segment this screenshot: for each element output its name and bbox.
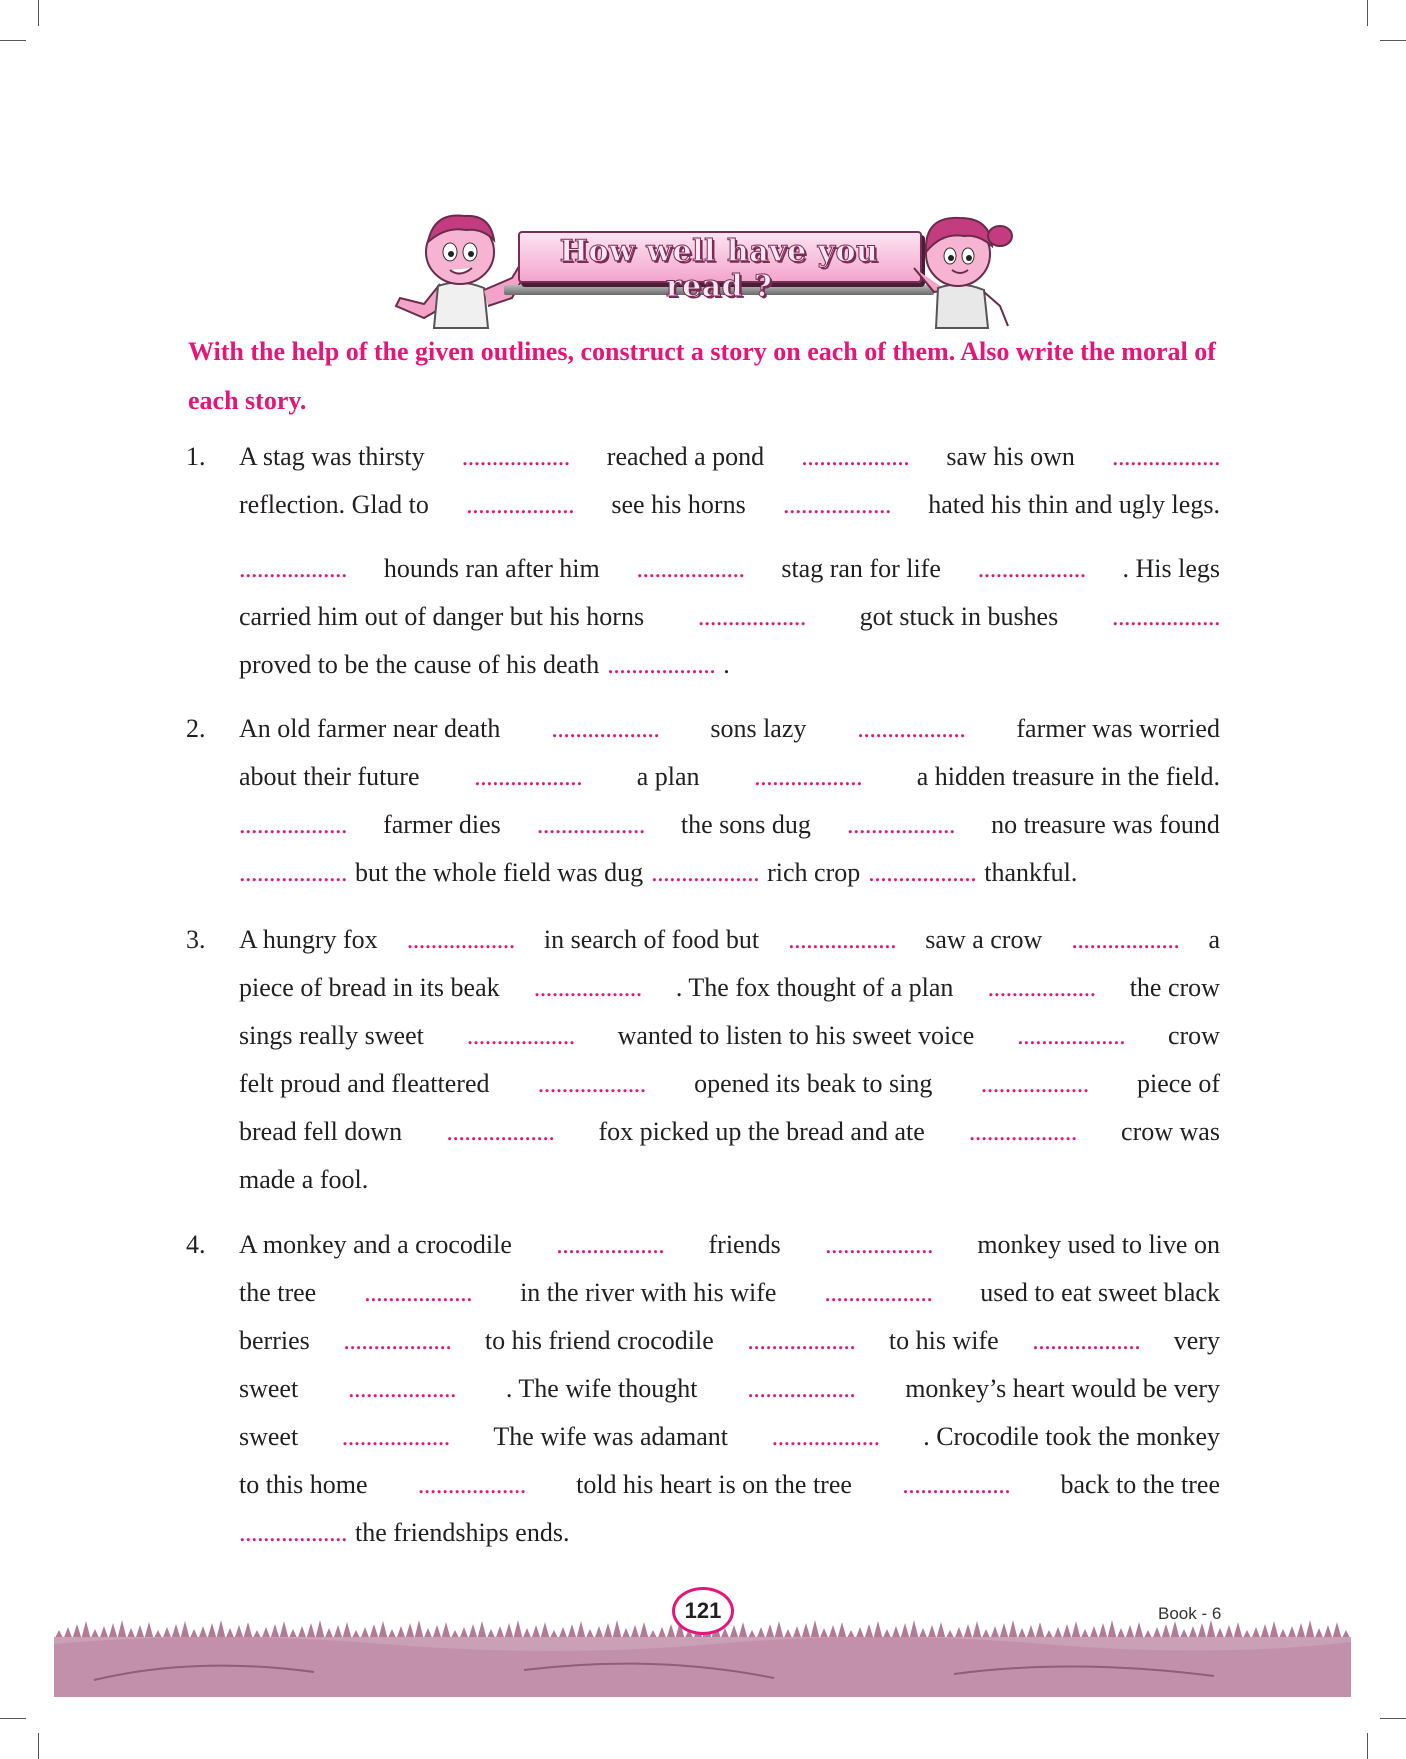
question-number: 4. bbox=[186, 1230, 206, 1259]
outline-text: . The wife thought bbox=[505, 1374, 698, 1403]
story-outline-line bbox=[239, 1326, 1220, 1356]
outline-text: no treasure was found bbox=[991, 810, 1220, 839]
outline-text: monkey’s heart would be very bbox=[905, 1374, 1220, 1403]
outline-text: made a fool. bbox=[239, 1165, 369, 1194]
outline-text: the friendships ends. bbox=[355, 1518, 570, 1547]
outline-text: saw his own bbox=[946, 442, 1075, 471]
crop-mark bbox=[38, 0, 39, 26]
story-outline-line bbox=[239, 1374, 1220, 1404]
crop-mark bbox=[1380, 40, 1406, 41]
blank-dots: .................. bbox=[348, 1374, 457, 1403]
blank-dots: .................. bbox=[556, 1230, 665, 1259]
blank-dots: .................. bbox=[902, 1470, 1011, 1499]
outline-text: piece of bbox=[1136, 1069, 1220, 1098]
story-outline-line bbox=[239, 1230, 1220, 1260]
crop-mark bbox=[0, 40, 26, 41]
story-outline-line bbox=[239, 554, 1220, 584]
story-outline-line bbox=[239, 762, 1220, 792]
story-outline-line bbox=[239, 1278, 1220, 1308]
outline-text: to his wife bbox=[888, 1326, 999, 1355]
outline-text: sweet bbox=[239, 1374, 299, 1403]
blank-dots: .................. bbox=[980, 1069, 1089, 1098]
blank-dots: .................. bbox=[551, 714, 660, 743]
crop-mark bbox=[1367, 0, 1368, 26]
story-outline-line bbox=[239, 490, 1220, 520]
outline-text: berries bbox=[239, 1326, 310, 1355]
story-outline-line bbox=[239, 1069, 1220, 1099]
outline-text: A hungry fox bbox=[239, 925, 378, 954]
outline-text: a hidden treasure in the field. bbox=[916, 762, 1220, 791]
outline-text: the sons dug bbox=[680, 810, 811, 839]
outline-text: a bbox=[1208, 925, 1220, 954]
blank-dots: .................. bbox=[697, 602, 806, 631]
outline-text: crow was bbox=[1121, 1117, 1220, 1146]
outline-text: sons lazy bbox=[710, 714, 807, 743]
story-outline-line bbox=[239, 1422, 1220, 1452]
story-outline-line bbox=[239, 1518, 1220, 1548]
story-outline-line bbox=[239, 1021, 1220, 1051]
outline-text: hounds ran after him bbox=[383, 554, 600, 583]
blank-dots: .................. bbox=[857, 714, 966, 743]
outline-text: sings really sweet bbox=[239, 1021, 424, 1050]
outline-text: to his friend crocodile bbox=[484, 1326, 714, 1355]
blank-dots: .................. bbox=[364, 1278, 473, 1307]
question-number: 3. bbox=[186, 925, 206, 954]
blank-dots: .................. bbox=[607, 650, 716, 679]
blank-dots: .................. bbox=[239, 810, 347, 839]
blank-dots: .................. bbox=[868, 858, 977, 887]
story-outline-line bbox=[239, 714, 1220, 744]
outline-text: thankful. bbox=[984, 858, 1078, 887]
outline-text: proved to be the cause of his death bbox=[239, 650, 600, 679]
blank-dots: .................. bbox=[987, 973, 1096, 1002]
blank-dots: .................. bbox=[977, 554, 1086, 583]
outline-text: monkey used to live on bbox=[977, 1230, 1220, 1259]
outline-text: farmer was worried bbox=[1016, 714, 1220, 743]
outline-text: sweet bbox=[239, 1422, 299, 1451]
outline-text: see his horns bbox=[611, 490, 746, 519]
blank-dots: .................. bbox=[239, 858, 347, 887]
outline-text: A stag was thirsty bbox=[239, 442, 425, 471]
outline-text: very bbox=[1173, 1326, 1220, 1355]
outline-text: rich crop bbox=[767, 858, 861, 887]
blank-dots: .................. bbox=[1032, 1326, 1141, 1355]
story-outline-line bbox=[239, 1117, 1220, 1147]
instruction-text: With the help of the given outlines, construct a story on each of them. Also write the moral of each story. bbox=[188, 337, 1216, 415]
blank-dots: .................. bbox=[446, 1117, 555, 1146]
blank-dots: .................. bbox=[1112, 442, 1220, 471]
question-number: 1. bbox=[186, 442, 206, 471]
section-banner bbox=[394, 206, 1016, 336]
blank-dots: .................. bbox=[968, 1117, 1077, 1146]
blank-dots: .................. bbox=[1111, 602, 1220, 631]
blank-dots: .................. bbox=[466, 1021, 575, 1050]
outline-text: crow bbox=[1167, 1021, 1220, 1050]
outline-text: got stuck in bushes bbox=[859, 602, 1059, 631]
blank-dots: .................. bbox=[846, 810, 955, 839]
outline-text: friends bbox=[708, 1230, 781, 1259]
blank-dots: .................. bbox=[754, 762, 863, 791]
blank-dots: .................. bbox=[536, 810, 645, 839]
outline-text: reached a pond bbox=[606, 442, 765, 471]
blank-dots: .................. bbox=[801, 442, 910, 471]
blank-dots: .................. bbox=[825, 1230, 934, 1259]
girl-cartoon-icon bbox=[908, 206, 1016, 334]
story-outline-line bbox=[239, 650, 1220, 680]
question-number: 2. bbox=[186, 714, 206, 743]
blank-dots: .................. bbox=[782, 490, 891, 519]
blank-dots: .................. bbox=[406, 925, 515, 954]
book-label: Book - 6 bbox=[1158, 1604, 1222, 1623]
outline-text: in search of food but bbox=[543, 925, 760, 954]
outline-text: a plan bbox=[636, 762, 700, 791]
outline-text: about their future bbox=[239, 762, 420, 791]
outline-text: used to eat sweet black bbox=[980, 1278, 1220, 1307]
story-outline-line bbox=[239, 602, 1220, 632]
outline-text: the crow bbox=[1129, 973, 1220, 1002]
blank-dots: .................. bbox=[461, 442, 570, 471]
crop-mark bbox=[1380, 1718, 1406, 1719]
outline-text: An old farmer near death bbox=[239, 714, 501, 743]
blank-dots: .................. bbox=[466, 490, 575, 519]
blank-dots: .................. bbox=[651, 858, 760, 887]
outline-text: to this home bbox=[239, 1470, 368, 1499]
outline-text: fox picked up the bread and ate bbox=[598, 1117, 925, 1146]
outline-text: . The fox thought of a plan bbox=[675, 973, 954, 1002]
outline-text: A monkey and a crocodile bbox=[239, 1230, 512, 1259]
story-outline-line bbox=[239, 1165, 1220, 1195]
blank-dots: .................. bbox=[239, 554, 347, 583]
blank-dots: .................. bbox=[771, 1422, 880, 1451]
blank-dots: .................. bbox=[537, 1069, 646, 1098]
blank-dots: .................. bbox=[788, 925, 897, 954]
blank-dots: .................. bbox=[747, 1326, 856, 1355]
outline-text: saw a crow bbox=[925, 925, 1043, 954]
page-number: 121 bbox=[672, 1587, 734, 1635]
outline-text: . His legs bbox=[1122, 554, 1220, 583]
outline-text: reflection. Glad to bbox=[239, 490, 429, 519]
outline-text: piece of bread in its beak bbox=[239, 973, 500, 1002]
story-outline-line bbox=[239, 810, 1220, 840]
blank-dots: .................. bbox=[533, 973, 642, 1002]
outline-text: wanted to listen to his sweet voice bbox=[617, 1021, 975, 1050]
outline-text: told his heart is on the tree bbox=[576, 1470, 852, 1499]
outline-text: but the whole field was dug bbox=[355, 858, 644, 887]
blank-dots: .................. bbox=[1017, 1021, 1126, 1050]
story-outline-line bbox=[239, 973, 1220, 1003]
crop-mark bbox=[0, 1718, 26, 1719]
blank-dots: .................. bbox=[343, 1326, 452, 1355]
crop-mark bbox=[38, 1733, 39, 1759]
outline-text: . bbox=[723, 650, 730, 679]
blank-dots: .................. bbox=[417, 1470, 526, 1499]
outline-text: back to the tree bbox=[1060, 1470, 1220, 1499]
blank-dots: .................. bbox=[239, 1518, 347, 1547]
outline-text: opened its beak to sing bbox=[694, 1069, 933, 1098]
outline-text: the tree bbox=[239, 1278, 317, 1307]
outline-text: bread fell down bbox=[239, 1117, 403, 1146]
outline-text: . Crocodile took the monkey bbox=[923, 1422, 1220, 1451]
story-outline-line bbox=[239, 1470, 1220, 1500]
blank-dots: .................. bbox=[474, 762, 583, 791]
outline-text: in the river with his wife bbox=[520, 1278, 777, 1307]
story-outline-line bbox=[239, 925, 1220, 955]
outline-text: felt proud and fleattered bbox=[239, 1069, 490, 1098]
story-outline-line bbox=[239, 858, 1220, 888]
blank-dots: .................. bbox=[1071, 925, 1180, 954]
outline-text: carried him out of danger but his horns bbox=[239, 602, 645, 631]
outline-text: stag ran for life bbox=[781, 554, 941, 583]
outline-text: farmer dies bbox=[383, 810, 501, 839]
blank-dots: .................. bbox=[636, 554, 745, 583]
blank-dots: .................. bbox=[341, 1422, 450, 1451]
boy-cartoon-icon bbox=[394, 206, 526, 334]
banner-title: How well have you read ? bbox=[559, 234, 879, 304]
crop-mark bbox=[1367, 1733, 1368, 1759]
blank-dots: .................. bbox=[824, 1278, 933, 1307]
story-outline-line bbox=[239, 442, 1220, 472]
blank-dots: .................. bbox=[747, 1374, 856, 1403]
outline-text: The wife was adamant bbox=[493, 1422, 729, 1451]
outline-text: hated his thin and ugly legs. bbox=[928, 490, 1220, 519]
